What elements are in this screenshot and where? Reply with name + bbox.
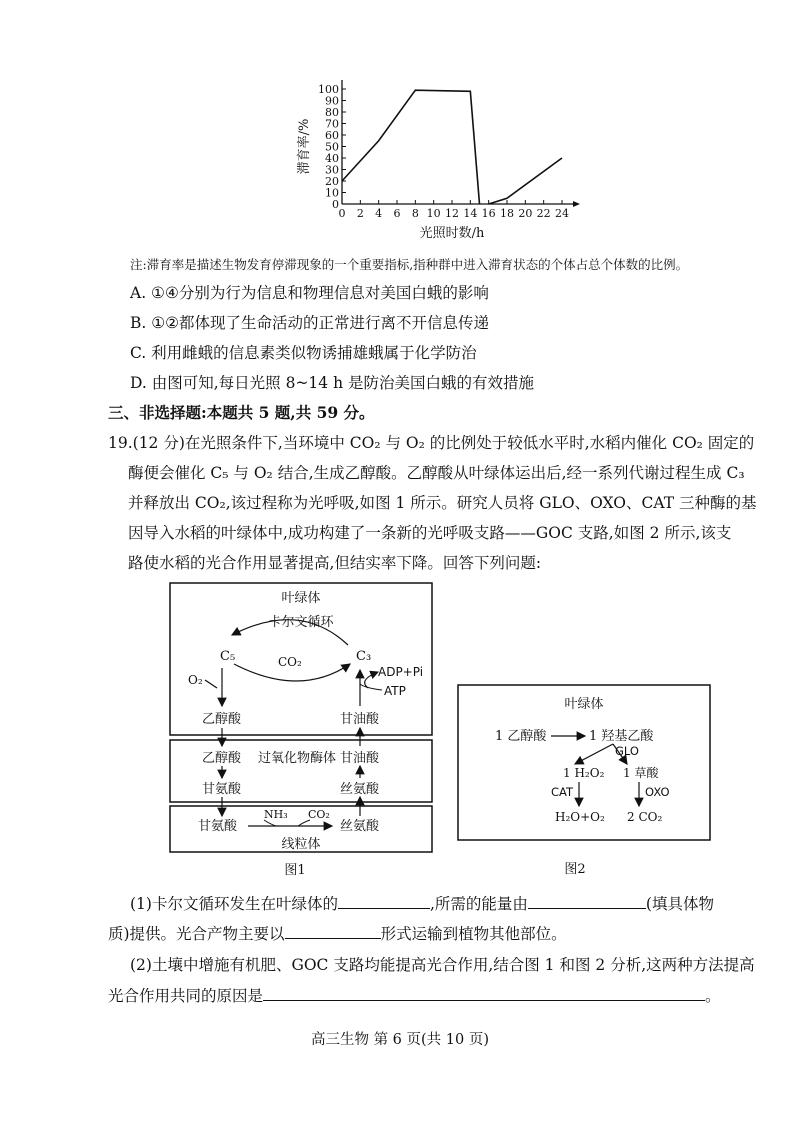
option-c: C. 利用雌蛾的信息素类似物诱捕雄蛾属于化学防治 <box>130 344 477 362</box>
sub1-text-b: ,所需的能量由 <box>429 895 528 913</box>
svg-text:丝氨酸: 丝氨酸 <box>340 782 380 797</box>
diapause-chart <box>290 80 610 245</box>
x-axis-arrow <box>573 201 580 207</box>
q19-line5: 路使水稻的光合作用显著提高,但结实率下降。回答下列问题: <box>128 554 542 572</box>
sub1-line2 <box>108 922 567 945</box>
svg-text:C₃: C₃ <box>356 649 372 664</box>
svg-text:乙醇酸: 乙醇酸 <box>202 751 242 766</box>
svg-text:线粒体: 线粒体 <box>281 837 321 852</box>
svg-text:丝氨酸: 丝氨酸 <box>340 819 380 834</box>
y-tick-label: 90 <box>325 94 339 108</box>
x-tick-label: 2 <box>356 207 364 220</box>
svg-text:叶绿体: 叶绿体 <box>564 697 604 712</box>
y-tick-label: 10 <box>325 186 339 200</box>
svg-text:OXO: OXO <box>645 785 670 799</box>
q19-line4: 因导入水稻的叶绿体中,成功构建了一条新的光呼吸支路——GOC 支路,如图 2 所示,该支 <box>128 524 732 542</box>
sub2-line2 <box>108 984 721 1007</box>
sub1-text-d: 质)提供。光合产物主要以 <box>108 925 285 943</box>
x-tick-label: 12 <box>445 207 459 220</box>
y-tick-label: 0 <box>332 198 339 211</box>
svg-text:GLO: GLO <box>615 744 639 758</box>
x-tick-label: 22 <box>536 207 551 220</box>
svg-text:C₅: C₅ <box>220 649 236 664</box>
svg-text:图1: 图1 <box>284 863 306 878</box>
sub2-text-c: 。 <box>705 987 721 1005</box>
svg-text:图2: 图2 <box>564 862 586 877</box>
sub1-text-c: (填具体物 <box>645 895 714 913</box>
chart-note: 注:滞育率是描述生物发育停滞现象的一个重要指标,指种群中进入滞育状态的个体占总个体数的比例。 <box>130 257 689 272</box>
x-axis-label: 光照时数/h <box>419 226 485 241</box>
x-tick-label: 6 <box>393 207 401 220</box>
series-line-2 <box>489 158 562 204</box>
svg-text:甘氨酸: 甘氨酸 <box>198 819 238 834</box>
svg-text:H₂O+O₂: H₂O+O₂ <box>555 810 605 824</box>
y-tick-label: 100 <box>318 83 339 96</box>
svg-text:CAT: CAT <box>551 785 574 799</box>
option-d: D. 由图可知,每日光照 8~14 h 是防治美国白蛾的有效措施 <box>130 374 534 392</box>
svg-text:ADP+Pi: ADP+Pi <box>378 665 424 679</box>
svg-text:1 草酸: 1 草酸 <box>623 766 659 780</box>
answer-blank-3[interactable] <box>285 922 381 939</box>
section-title: 三、非选择题:本题共 5 题,共 59 分。 <box>108 403 375 422</box>
x-tick-label: 18 <box>500 207 514 220</box>
svg-text:过氧化物酶体: 过氧化物酶体 <box>258 751 337 766</box>
svg-text:1 羟基乙酸: 1 羟基乙酸 <box>589 729 654 744</box>
y-axis-label: 滞育率/% <box>297 118 312 175</box>
svg-text:NH₃: NH₃ <box>264 808 288 821</box>
q19-line1: 19.(12 分)在光照条件下,当环境中 CO₂ 与 O₂ 的比例处于较低水平时,水稻内催化 CO₂ 固定的 <box>108 434 755 452</box>
answer-blank-2[interactable] <box>528 892 646 909</box>
svg-text:甘油酸: 甘油酸 <box>340 712 380 727</box>
x-tick-label: 16 <box>481 207 496 220</box>
svg-text:卡尔文循环: 卡尔文循环 <box>268 615 334 630</box>
y-tick-label: 20 <box>325 175 339 188</box>
option-b: B. ①②都体现了生命活动的正常进行离不开信息传递 <box>130 314 490 332</box>
x-tick-label: 24 <box>555 207 569 220</box>
svg-text:乙醇酸: 乙醇酸 <box>202 712 242 727</box>
svg-text:O₂: O₂ <box>188 673 203 687</box>
x-tick-label: 20 <box>518 207 533 220</box>
answer-blank-4[interactable] <box>263 984 705 1001</box>
y-tick-label: 50 <box>325 140 339 154</box>
svg-text:CO₂: CO₂ <box>278 655 302 669</box>
page-footer: 高三生物 第 6 页(共 10 页) <box>310 1032 490 1048</box>
svg-text:ATP: ATP <box>384 684 406 698</box>
svg-text:叶绿体: 叶绿体 <box>281 591 321 606</box>
svg-text:CO₂: CO₂ <box>308 808 330 821</box>
x-tick-label: 0 <box>338 207 346 220</box>
x-tick-label: 8 <box>411 207 419 220</box>
svg-text:1 H₂O₂: 1 H₂O₂ <box>563 766 605 780</box>
answer-blank-1[interactable] <box>338 892 430 909</box>
figure-1 <box>160 580 450 880</box>
x-tick-label: 14 <box>463 207 478 220</box>
q19-line2: 酶便会催化 C₅ 与 O₂ 结合,生成乙醇酸。乙醇酸从叶绿体运出后,经一系列代谢过程生成 C₃ <box>128 464 745 482</box>
svg-text:1 乙醇酸: 1 乙醇酸 <box>495 729 547 744</box>
svg-text:甘油酸: 甘油酸 <box>340 751 380 766</box>
y-tick-label: 60 <box>325 129 339 142</box>
sub2-text-b: 光合作用共同的原因是 <box>108 987 264 1005</box>
sub1-line1 <box>130 892 714 915</box>
y-tick-label: 30 <box>325 163 339 177</box>
svg-text:2 CO₂: 2 CO₂ <box>627 810 663 824</box>
x-tick-label: 10 <box>426 207 441 220</box>
x-tick-label: 4 <box>375 207 383 220</box>
y-tick-label: 70 <box>325 117 339 131</box>
sub1-text-e: 形式运输到植物其他部位。 <box>380 925 567 943</box>
series-line-1 <box>342 90 480 204</box>
y-tick-label: 80 <box>325 106 339 119</box>
figure-2 <box>455 680 715 880</box>
sub1-text-a: (1)卡尔文循环发生在叶绿体的 <box>130 895 338 913</box>
svg-text:甘氨酸: 甘氨酸 <box>202 782 242 797</box>
q19-line3: 并释放出 CO₂,该过程称为光呼吸,如图 1 所示。研究人员将 GLO、OXO、CAT 三种酶的基 <box>128 494 757 512</box>
y-tick-label: 40 <box>325 152 339 165</box>
sub2-line1: (2)土壤中增施有机肥、GOC 支路均能提高光合作用,结合图 1 和图 2 分析,这两种方法提高 <box>130 956 755 974</box>
option-a: A. ①④分别为行为信息和物理信息对美国白蛾的影响 <box>130 284 489 302</box>
